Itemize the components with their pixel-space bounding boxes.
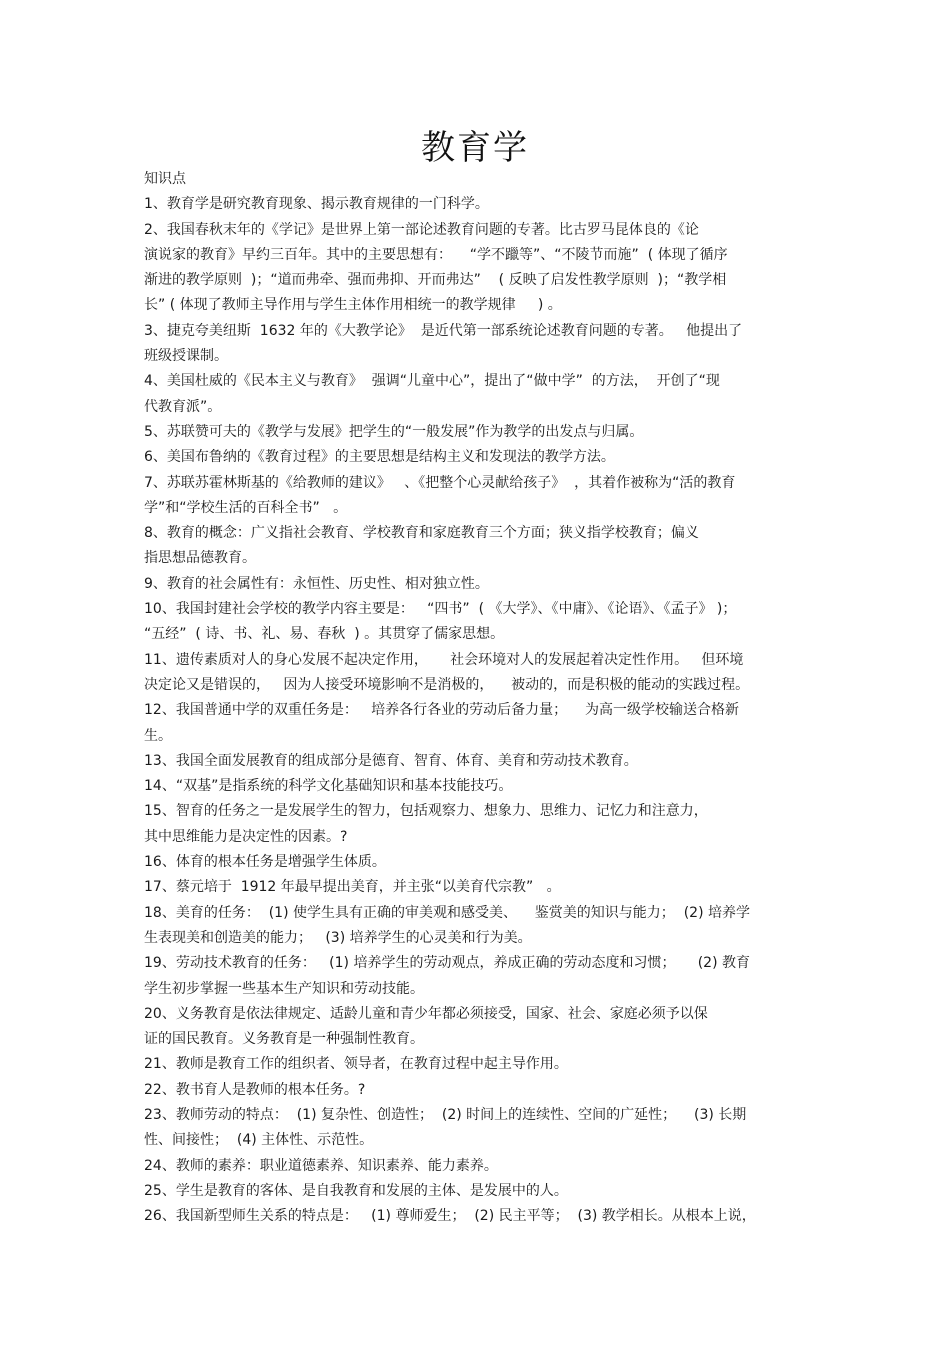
- knowledge-point-item: [144, 850, 806, 875]
- knowledge-point-line: 代教育派”。: [144, 398, 222, 415]
- knowledge-point-item: [144, 192, 806, 217]
- knowledge-point-item: [144, 901, 806, 952]
- knowledge-point-line: 3、捷克夸美纽斯 1632 年的《大教学论》 是近代第一部系统论述教育问题的专著。 他提出了: [144, 322, 743, 339]
- knowledge-point-line: 18、美育的任务： (1) 使学生具有正确的审美观和感受美、 鉴赏美的知识与能力； (2) 培养学: [144, 904, 750, 921]
- knowledge-point-item: [144, 1002, 806, 1053]
- knowledge-point-item: [144, 1179, 806, 1204]
- knowledge-point-line: 长” ( 体现了教师主导作用与学生主体作用相统一的教学规律 ) 。: [144, 297, 562, 314]
- knowledge-point-line: 16、体育的根本任务是增强学生体质。: [144, 854, 386, 871]
- knowledge-point-line: 证的国民教育。义务教育是一种强制性教育。: [144, 1031, 424, 1048]
- knowledge-point-line: 14、“双基”是指系统的科学文化基础知识和基本技能技巧。: [144, 778, 513, 795]
- knowledge-point-line: 5、苏联赞可夫的《教学与发展》把学生的“一般发展”作为教学的出发点与归属。: [144, 423, 644, 440]
- knowledge-point-item: [144, 1078, 806, 1103]
- knowledge-point-line: 13、我国全面发展教育的组成部分是德育、智育、体育、美育和劳动技术教育。: [144, 752, 638, 769]
- knowledge-point-item: [144, 698, 806, 749]
- knowledge-point-item: [144, 445, 806, 470]
- knowledge-point-item: [144, 1204, 806, 1229]
- knowledge-point-line: 指思想品德教育。: [144, 550, 256, 567]
- knowledge-point-item: [144, 648, 806, 699]
- knowledge-point-line: 1、教育学是研究教育现象、揭示教育规律的一门科学。: [144, 196, 489, 213]
- knowledge-point-line: 11、遗传素质对人的身心发展不起决定作用， 社会环境对人的发展起着决定性作用。 但环境: [144, 651, 744, 668]
- knowledge-point-list: [144, 192, 806, 1229]
- knowledge-point-line: 26、我国新型师生关系的特点是： (1) 尊师爱生； (2) 民主平等； (3) 教学相长。从根本上说，: [144, 1208, 756, 1225]
- knowledge-point-line: 2、我国春秋末年的《学记》是世界上第一部论述教育问题的专著。比古罗马昆体良的《论: [144, 221, 699, 238]
- knowledge-point-line: 8、教育的概念：广义指社会教育、学校教育和家庭教育三个方面；狭义指学校教育；偏义: [144, 525, 699, 542]
- knowledge-point-line: 生表现美和创造美的能力； (3) 培养学生的心灵美和行为美。: [144, 929, 532, 946]
- knowledge-point-line: 19、劳动技术教育的任务： (1) 培养学生的劳动观点，养成正确的劳动态度和习惯； (2) 教育: [144, 955, 750, 972]
- knowledge-point-item: [144, 1103, 806, 1154]
- knowledge-point-line: 12、我国普通中学的双重任务是： 培养各行各业的劳动后备力量； 为高一级学校输送合格新: [144, 702, 739, 719]
- knowledge-point-item: [144, 521, 806, 572]
- knowledge-point-item: [144, 369, 806, 420]
- knowledge-point-item: [144, 749, 806, 774]
- knowledge-point-item: [144, 1052, 806, 1077]
- knowledge-point-line: 6、美国布鲁纳的《教育过程》的主要思想是结构主义和发现法的教学方法。: [144, 449, 615, 466]
- knowledge-point-item: [144, 572, 806, 597]
- knowledge-point-item: [144, 218, 806, 319]
- knowledge-point-line: 9、教育的社会属性有：永恒性、历史性、相对独立性。: [144, 575, 489, 592]
- knowledge-point-line: 7、苏联苏霍林斯基的《给教师的建议》 、《把整个心灵献给孩子》 ，其着作被称为“活的教育: [144, 474, 736, 491]
- knowledge-point-line: 决定论又是错误的， 因为人接受环境影响不是消极的， 被动的，而是积极的能动的实践过程。: [144, 676, 750, 693]
- knowledge-point-line: 其中思维能力是决定性的因素。?: [144, 828, 348, 845]
- knowledge-point-item: [144, 799, 806, 850]
- knowledge-point-line: 学”和“学校生活的百科全书” 。: [144, 499, 348, 516]
- knowledge-point-line: “五经” ( 诗、书、礼、易、春秋 ) 。其贯穿了儒家思想。: [144, 626, 505, 643]
- section-label: 知识点: [144, 171, 186, 187]
- knowledge-point-line: 15、智育的任务之一是发展学生的智力，包括观察力、想象力、思维力、记忆力和注意力，: [144, 803, 708, 820]
- knowledge-point-line: 演说家的教育》早约三百年。其中的主要思想有： “学不躐等”、“不陵节而施” ( 体现了循序: [144, 246, 728, 263]
- knowledge-point-line: 渐进的教学原则 )；“道而弗牵、强而弗抑、开而弗达” ( 反映了启发性教学原则 )；“教学相: [144, 272, 727, 289]
- knowledge-point-line: 生。: [144, 727, 172, 744]
- knowledge-point-line: 20、义务教育是依法律规定、适龄儿童和青少年都必须接受，国家、社会、家庭必须予以保: [144, 1005, 708, 1022]
- knowledge-point-line: 17、蔡元培于 1912 年最早提出美育，并主张“以美育代宗教” 。: [144, 879, 561, 896]
- page-title: 教育学: [421, 128, 529, 168]
- knowledge-point-item: [144, 951, 806, 1002]
- knowledge-point-line: 性、间接性； (4) 主体性、示范性。: [144, 1132, 374, 1149]
- knowledge-point-line: 班级授课制。: [144, 348, 228, 365]
- knowledge-point-line: 学生初步掌握一些基本生产知识和劳动技能。: [144, 980, 424, 997]
- knowledge-point-line: 21、教师是教育工作的组织者、领导者，在教育过程中起主导作用。: [144, 1056, 568, 1073]
- knowledge-point-item: [144, 420, 806, 445]
- knowledge-point-item: [144, 774, 806, 799]
- knowledge-point-item: [144, 597, 806, 648]
- knowledge-point-line: 4、美国杜威的《民本主义与教育》 强调“儿童中心”，提出了“做中学” 的方法， 开创了“现: [144, 373, 720, 390]
- knowledge-point-item: [144, 319, 806, 370]
- knowledge-point-item: [144, 1154, 806, 1179]
- knowledge-point-line: 23、教师劳动的特点： (1) 复杂性、创造性； (2) 时间上的连续性、空间的广延性； (3) 长期: [144, 1106, 747, 1123]
- knowledge-point-line: 25、学生是教育的客体、是自我教育和发展的主体、是发展中的人。: [144, 1182, 568, 1199]
- knowledge-point-item: [144, 875, 806, 900]
- knowledge-point-line: 10、我国封建社会学校的教学内容主要是： “四书” ( 《大学》、《中庸》、《论语》、《孟子》 )；: [144, 601, 737, 618]
- document-body: [144, 167, 806, 1229]
- knowledge-point-line: 24、教师的素养：职业道德素养、知识素养、能力素养。: [144, 1157, 498, 1174]
- knowledge-point-item: [144, 471, 806, 522]
- knowledge-point-line: 22、教书育人是教师的根本任务。?: [144, 1081, 366, 1098]
